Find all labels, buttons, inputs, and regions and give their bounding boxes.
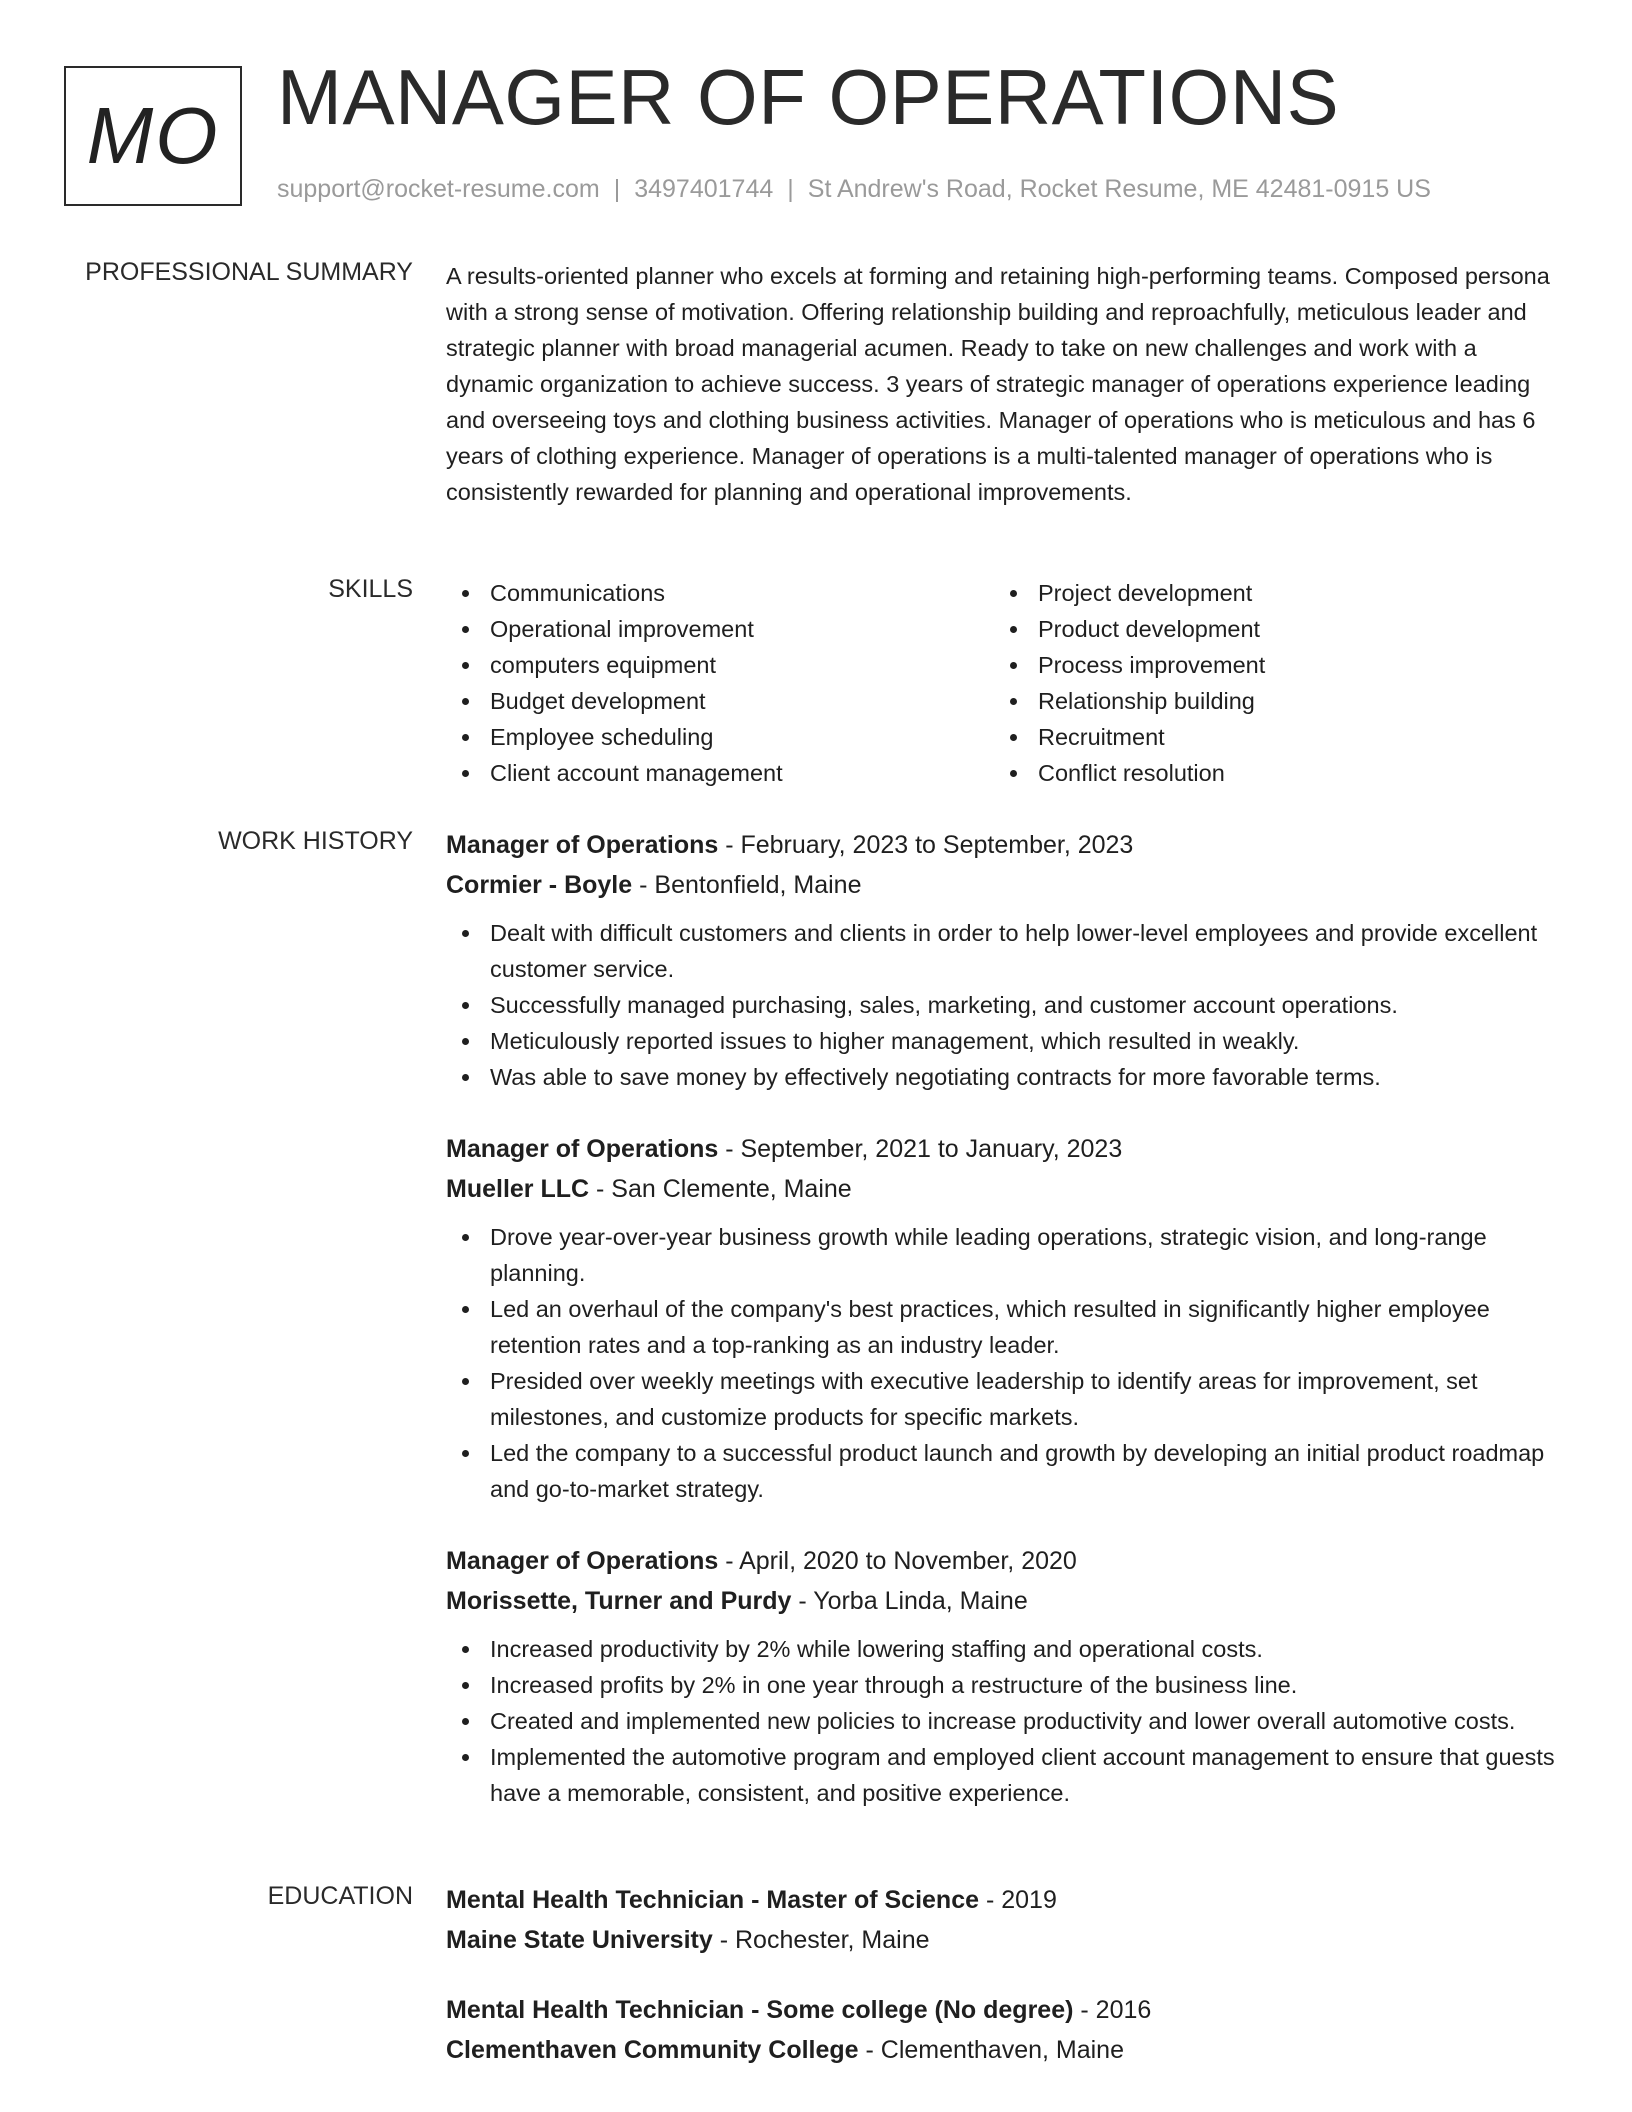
job-entry: [446, 1541, 1564, 1811]
job-location: - San Clemente, Maine: [589, 1175, 852, 1203]
job-bullet: Successfully managed purchasing, sales, marketing, and customer account operations.: [446, 987, 1564, 1023]
job-company: Cormier - Boyle: [446, 871, 633, 899]
education-location: - Rochester, Maine: [712, 1926, 930, 1954]
job-location: - Bentonfield, Maine: [632, 871, 862, 899]
job-bullet: Drove year-over-year business growth while leading operations, strategic vision, and long-range planning.: [446, 1219, 1564, 1291]
section-label-education: EDUCATION: [267, 1882, 413, 1910]
job-company: Morissette, Turner and Purdy: [446, 1587, 792, 1615]
job-title-line: [446, 825, 1564, 865]
job-company-line: [446, 1581, 1564, 1621]
job-bullet: Increased profits by 2% in one year through a restructure of the business line.: [446, 1667, 1564, 1703]
contact-phone[interactable]: 3497401744: [634, 175, 774, 203]
education-school: Maine State University: [446, 1926, 713, 1954]
skill-item: Conflict resolution: [994, 755, 1542, 791]
work-history-body: [446, 825, 1564, 1845]
job-company: Mueller LLC: [446, 1175, 590, 1203]
contact-separator: |: [613, 175, 621, 203]
skill-item: computers equipment: [446, 647, 994, 683]
education-entry: [446, 1880, 1564, 1960]
skill-item: Employee scheduling: [446, 719, 994, 755]
skill-item: Product development: [994, 611, 1542, 647]
job-bullet: Presided over weekly meetings with executive leadership to identify areas for improvement, set milestones, and customize products for specific markets.: [446, 1363, 1564, 1435]
skills-column-right: [994, 575, 1542, 791]
education-entry: [446, 1990, 1564, 2070]
education-degree: Mental Health Technician - Master of Science: [446, 1886, 980, 1914]
contact-email[interactable]: support@rocket-resume.com: [277, 175, 600, 203]
resume-title: MANAGER OF OPERATIONS: [277, 53, 1340, 141]
job-bullet: Led an overhaul of the company's best practices, which resulted in significantly higher employee retention rates and a top-ranking as an industry leader.: [446, 1291, 1564, 1363]
job-bullet: Increased productivity by 2% while lowering staffing and operational costs.: [446, 1631, 1564, 1667]
job-entry: [446, 825, 1564, 1095]
skill-item: Operational improvement: [446, 611, 994, 647]
job-dates: - February, 2023 to September, 2023: [718, 831, 1134, 859]
job-bullets: [446, 1219, 1564, 1507]
summary-body: [446, 258, 1564, 510]
skill-item: Client account management: [446, 755, 994, 791]
job-title: Manager of Operations: [446, 831, 719, 859]
job-title-line: [446, 1541, 1564, 1581]
job-bullet: Meticulously reported issues to higher management, which resulted in weakly.: [446, 1023, 1564, 1059]
job-dates: - April, 2020 to November, 2020: [718, 1547, 1077, 1575]
job-bullet: Implemented the automotive program and employed client account management to ensure that guests have a memorable, consistent, and positive experience.: [446, 1739, 1564, 1811]
job-bullet: Was able to save money by effectively negotiating contracts for more favorable terms.: [446, 1059, 1564, 1095]
education-degree: Mental Health Technician - Some college (No degree): [446, 1996, 1074, 2024]
contact-line: [277, 175, 1431, 204]
skill-item: Project development: [994, 575, 1542, 611]
job-bullets: [446, 1631, 1564, 1811]
job-company-line: [446, 865, 1564, 905]
section-label-summary: PROFESSIONAL SUMMARY: [85, 258, 413, 286]
skill-item: Recruitment: [994, 719, 1542, 755]
skill-item: Budget development: [446, 683, 994, 719]
job-title: Manager of Operations: [446, 1547, 719, 1575]
education-degree-line: [446, 1990, 1564, 2030]
education-school: Clementhaven Community College: [446, 2036, 859, 2064]
monogram-box: [64, 66, 242, 206]
education-year: - 2016: [1073, 1996, 1152, 2024]
section-label-skills: SKILLS: [328, 575, 413, 603]
job-location: - Yorba Linda, Maine: [791, 1587, 1028, 1615]
section-label-work: WORK HISTORY: [218, 827, 413, 855]
education-body: [446, 1880, 1564, 2100]
job-title-line: [446, 1129, 1564, 1169]
job-bullet: Dealt with difficult customers and clients in order to help lower-level employees and provide excellent customer service.: [446, 915, 1564, 987]
contact-separator: |: [787, 175, 794, 203]
skills-body: [446, 575, 1564, 791]
job-bullets: [446, 915, 1564, 1095]
job-entry: [446, 1129, 1564, 1507]
contact-address: St Andrew's Road, Rocket Resume, ME 42481-0915 US: [807, 175, 1431, 203]
skill-item: Relationship building: [994, 683, 1542, 719]
education-location: - Clementhaven, Maine: [858, 2036, 1124, 2064]
education-school-line: [446, 1920, 1564, 1960]
skill-item: Process improvement: [994, 647, 1542, 683]
monogram-text: MO: [86, 91, 220, 180]
summary-text: A results-oriented planner who excels at forming and retaining high-performing teams. Composed persona with a strong sense of motivation. Offering relationship building and reproachfully, meticulous leader and strategic planner with broad managerial acumen. Ready to take on new challenges and work with a dynamic organization to achieve success. 3 years of strategic manager of operations experience leading and overseeing toys and clothing business activities. Manager of operations who is meticulous and has 6 years of clothing experience. Manager of operations is a multi-talented manager of operations who is consistently rewarded for planning and operational improvements.: [446, 263, 1550, 505]
job-dates: - September, 2021 to January, 2023: [718, 1135, 1123, 1163]
job-bullet: Created and implemented new policies to increase productivity and lower overall automotive costs.: [446, 1703, 1564, 1739]
education-year: - 2019: [979, 1886, 1057, 1914]
job-company-line: [446, 1169, 1564, 1209]
education-school-line: [446, 2030, 1564, 2070]
job-title: Manager of Operations: [446, 1135, 719, 1163]
skills-column-left: [446, 575, 994, 791]
job-bullet: Led the company to a successful product launch and growth by developing an initial product roadmap and go-to-market strategy.: [446, 1435, 1564, 1507]
skill-item: Communications: [446, 575, 994, 611]
education-degree-line: [446, 1880, 1564, 1920]
